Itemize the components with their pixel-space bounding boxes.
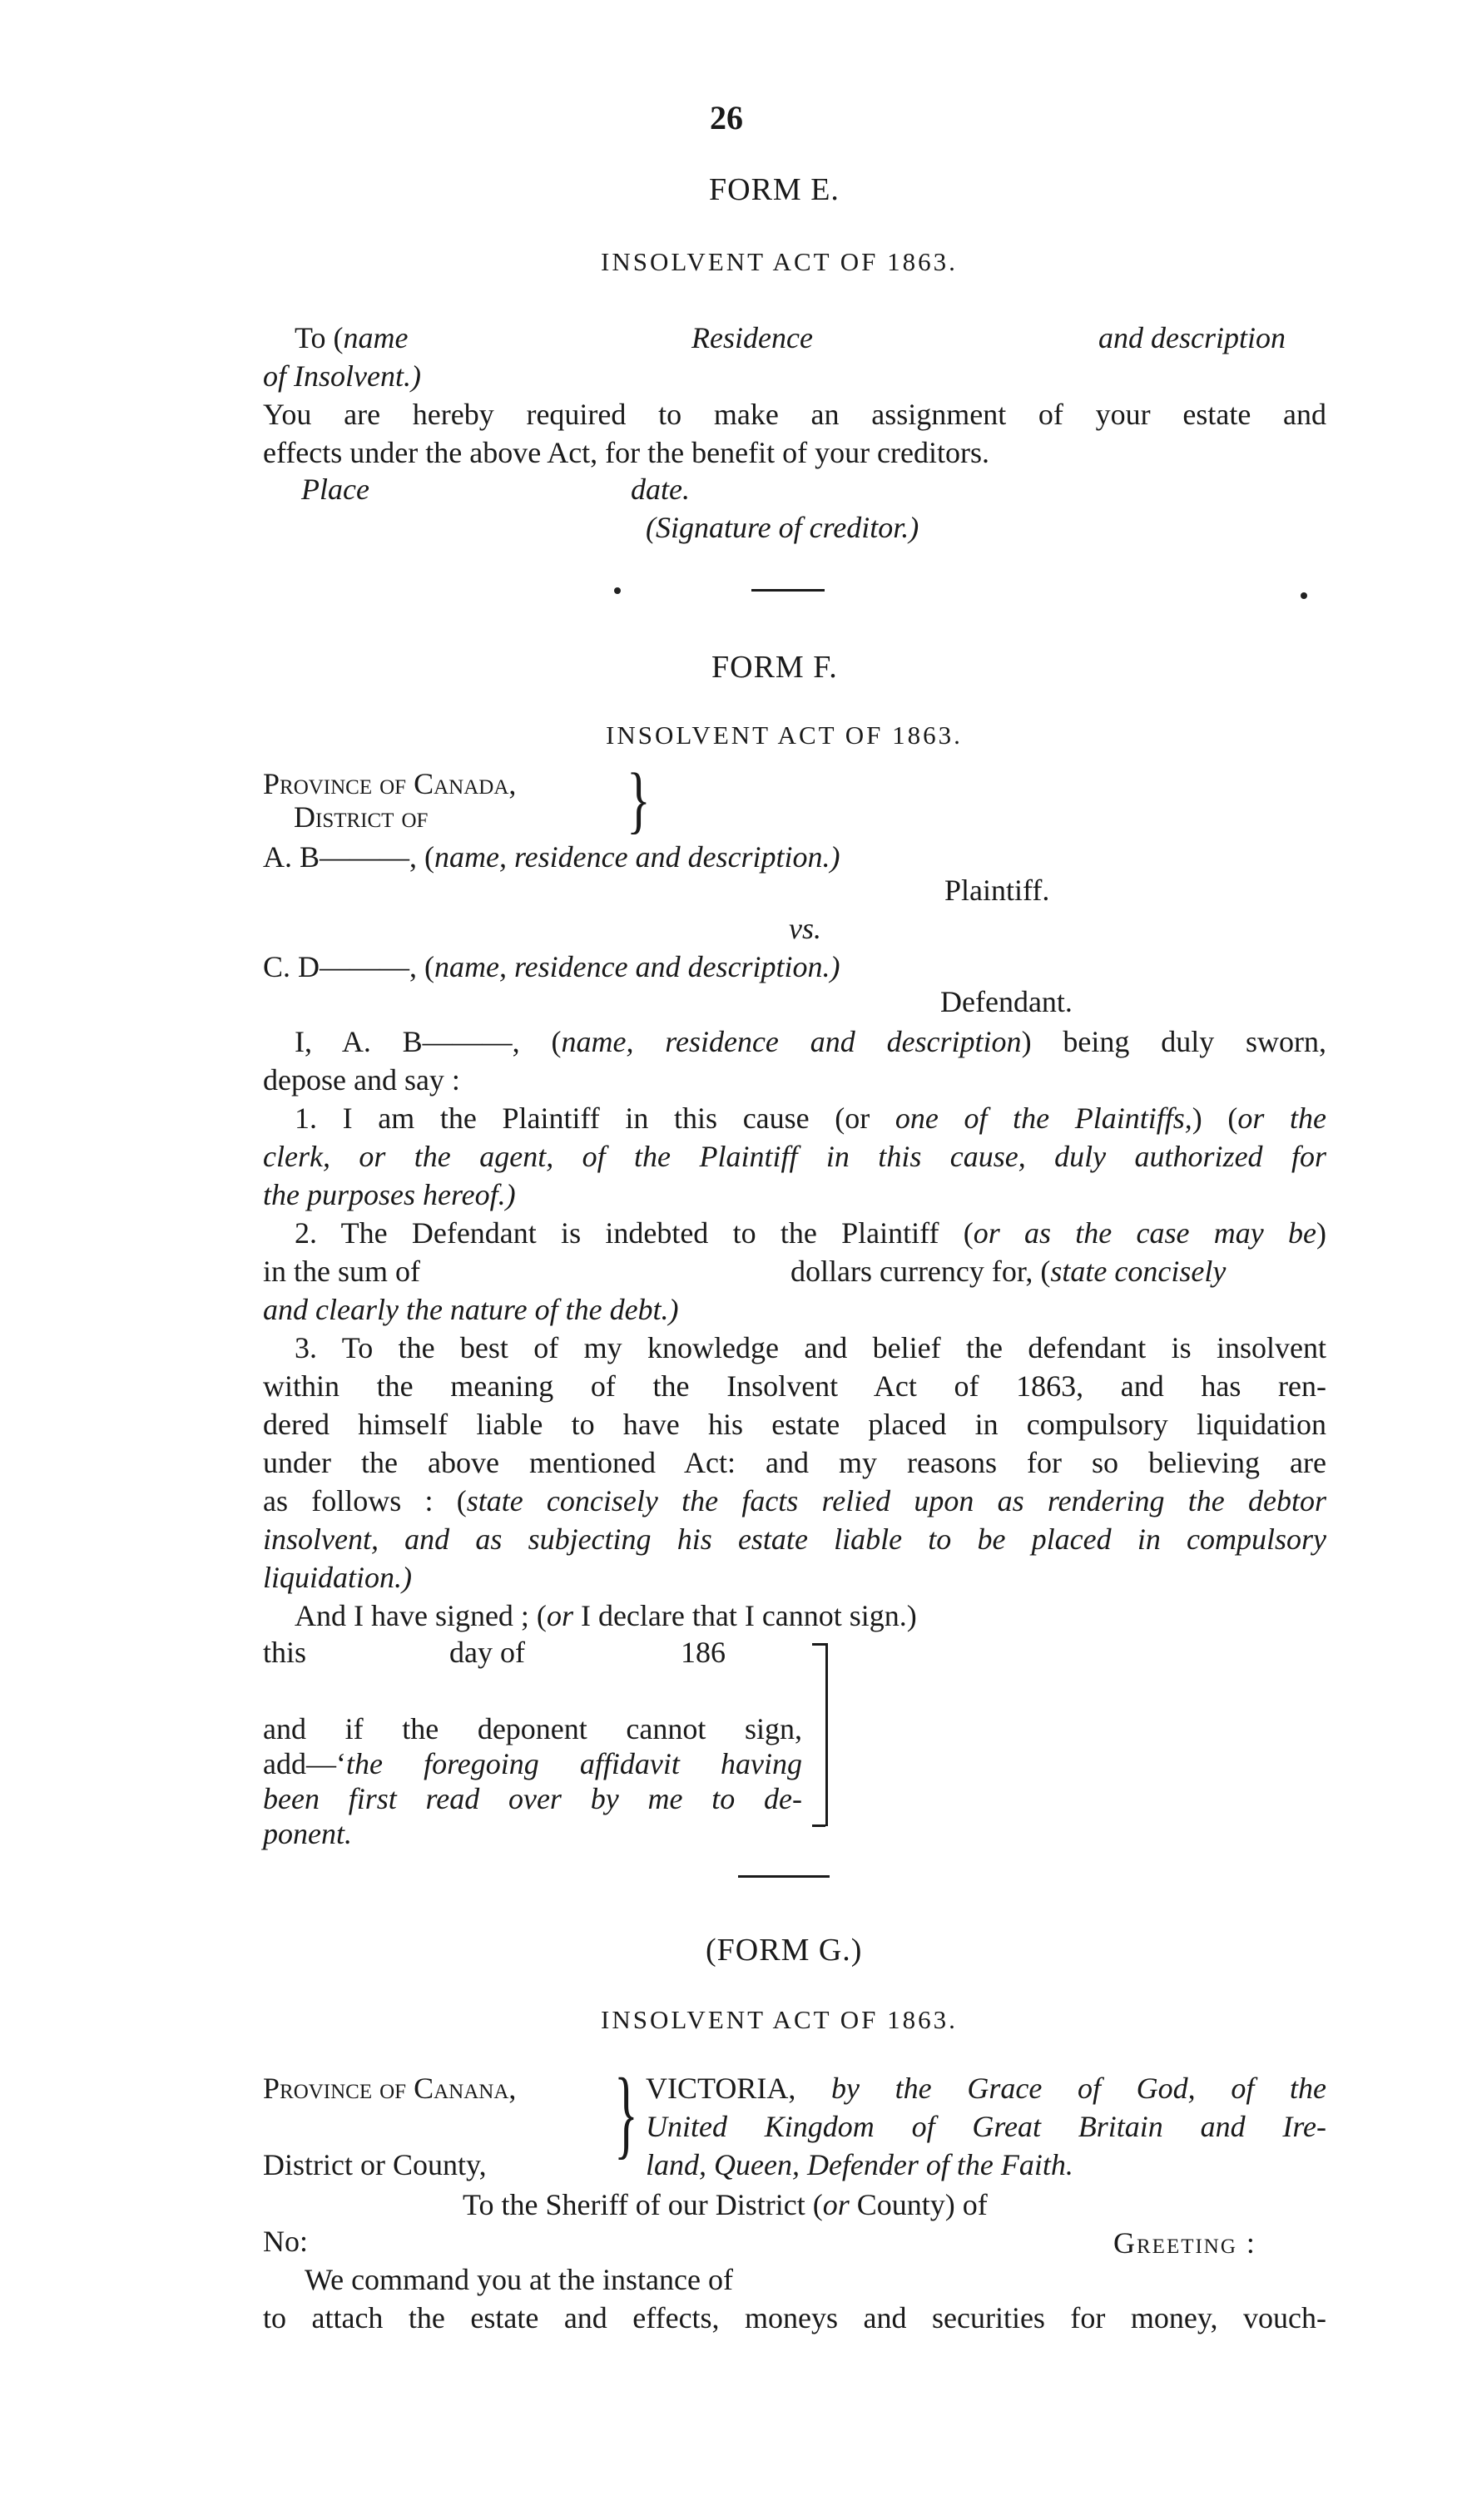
form-e-date: date. <box>631 473 690 506</box>
text: 2. The Defendant is indebted to the Plaintiff ( <box>295 1216 974 1250</box>
form-e-to-word: To ( <box>295 321 344 354</box>
form-f-act: INSOLVENT ACT OF 1863. <box>606 720 963 750</box>
text: or the <box>1237 1102 1326 1135</box>
victoria-line2: United Kingdom of Great Britain and Ire- <box>646 2110 1326 2143</box>
form-e-of-insolvent: of Insolvent.) <box>263 359 421 393</box>
text: the foregoing affidavit having <box>345 1747 802 1780</box>
form-e-title: FORM E. <box>709 172 840 207</box>
text: County) of <box>849 2188 988 2221</box>
text: I, A. B———, ( <box>295 1025 562 1058</box>
form-f-title: FORM F. <box>711 650 838 685</box>
jurat-bracket <box>815 1643 828 1826</box>
speck <box>614 587 621 594</box>
form-e-place: Place <box>301 473 369 506</box>
section-divider <box>751 589 825 592</box>
para2-line2-lead: in the sum of <box>263 1255 420 1288</box>
text: 1. I am the Plaintiff in this cause (or <box>295 1102 895 1135</box>
form-g-title: (FORM G.) <box>706 1933 863 1968</box>
form-f-ab-line <box>263 837 840 877</box>
section-divider <box>738 1875 830 1878</box>
form-f-district: District of <box>294 800 429 834</box>
text: one of the Plaintiffs, <box>895 1102 1192 1135</box>
para1-line1 <box>295 1098 1326 1138</box>
form-f-plaintiff: Plaintiff. <box>944 874 1050 907</box>
text: dollars currency for, ( <box>790 1255 1051 1288</box>
deponent-line2 <box>263 1744 802 1784</box>
form-e-body-line1: You are hereby required to make an assignment of your estate and <box>263 398 1326 431</box>
sheriff-line <box>463 2185 988 2225</box>
deponent-line1: and if the deponent cannot sign, <box>263 1712 802 1745</box>
para3-line2: within the meaning of the Insolvent Act of 1863, and has ren- <box>263 1369 1326 1403</box>
text: ) ( <box>1192 1102 1238 1135</box>
text: state concisely <box>1050 1255 1227 1288</box>
para3-line7: liquidation.) <box>263 1561 412 1594</box>
form-f-cd-line <box>263 947 840 987</box>
jurat-year: 186 <box>681 1636 726 1669</box>
form-g-no: No: <box>263 2225 308 2258</box>
para1-line2: clerk, or the agent, of the Plaintiff in this cause, duly authorized for <box>263 1140 1326 1173</box>
form-f-vs: vs. <box>789 912 821 945</box>
form-e-signature: (Signature of creditor.) <box>646 511 919 544</box>
form-e-description: and description <box>1098 321 1286 354</box>
text: I declare that I cannot sign.) <box>572 1599 917 1632</box>
text: or as the case may be <box>973 1216 1316 1250</box>
para3-line3: dered himself liable to have his estate placed in compulsory liquidation <box>263 1408 1326 1441</box>
form-e-to <box>295 318 408 358</box>
para3-line1: 3. To the best of my knowledge and belief the defendant is insolvent <box>295 1331 1326 1364</box>
form-e-residence: Residence <box>691 321 813 354</box>
command-line2: to attach the estate and effects, moneys and securities for money, vouch- <box>263 2301 1326 2334</box>
deponent-line3: been first read over by me to de- <box>263 1782 802 1815</box>
text: add—‘ <box>263 1747 346 1780</box>
text: ) being duly sworn, <box>1021 1025 1327 1058</box>
text: name, residence and description <box>561 1025 1022 1058</box>
text: or <box>546 1599 573 1632</box>
text: by the Grace of God, of the <box>831 2072 1326 2105</box>
para2-line1 <box>295 1213 1326 1253</box>
form-g-greeting: Greeting : <box>1113 2226 1256 2260</box>
command-line1: We command you at the instance of <box>305 2263 733 2296</box>
para3-line5 <box>263 1481 1326 1521</box>
text: or <box>822 2188 850 2221</box>
text: ) <box>1316 1216 1326 1250</box>
form-f-defendant: Defendant. <box>940 985 1073 1018</box>
text: And I have signed ; ( <box>295 1599 547 1632</box>
form-g-province: Province of Canana, <box>263 2072 517 2105</box>
para3-line4: under the above mentioned Act: and my reasons for so believing are <box>263 1446 1326 1479</box>
jurat-bracket-bottom <box>812 1824 825 1827</box>
victoria-line1 <box>646 2068 1326 2108</box>
form-g-district: District or County, <box>263 2148 487 2181</box>
brace: } <box>614 2058 638 2168</box>
deponent-line4: ponent. <box>263 1817 352 1850</box>
form-e-act: INSOLVENT ACT OF 1863. <box>601 247 958 276</box>
depose-line1 <box>295 1022 1326 1062</box>
brace: } <box>627 758 651 841</box>
para2-line2-tail <box>790 1251 1226 1291</box>
jurat-day-of: day of <box>449 1636 525 1669</box>
cd-desc: name, residence and description.) <box>434 950 840 983</box>
text: as follows : ( <box>263 1484 467 1517</box>
speck <box>1301 592 1307 599</box>
victoria-line3: land, Queen, Defender of the Faith. <box>646 2148 1073 2181</box>
page-number: 26 <box>710 99 743 136</box>
form-f-province: Province of Canada, <box>263 767 517 800</box>
para3-line6: insolvent, and as subjecting his estate liable to be placed in compulsory <box>263 1522 1326 1556</box>
jurat-this: this <box>263 1636 307 1669</box>
ab-desc: name, residence and description.) <box>434 840 840 874</box>
signed-line <box>295 1596 917 1636</box>
form-e-body-line2: effects under the above Act, for the benefit of your creditors. <box>263 436 989 469</box>
ab-lead: A. B———, ( <box>263 840 434 874</box>
text: To the Sheriff of our District ( <box>463 2188 823 2221</box>
jurat-bracket-top <box>812 1643 825 1646</box>
para1-line3: the purposes hereof.) <box>263 1178 516 1211</box>
cd-lead: C. D———, ( <box>263 950 434 983</box>
depose-line2: depose and say : <box>263 1063 460 1097</box>
form-g-act: INSOLVENT ACT OF 1863. <box>601 2005 958 2034</box>
text: VICTORIA, <box>646 2072 832 2105</box>
form-e-name: name <box>343 321 409 354</box>
para2-line3: and clearly the nature of the debt.) <box>263 1293 679 1326</box>
text: state concisely the facts relied upon as rendering the debtor <box>466 1484 1326 1517</box>
